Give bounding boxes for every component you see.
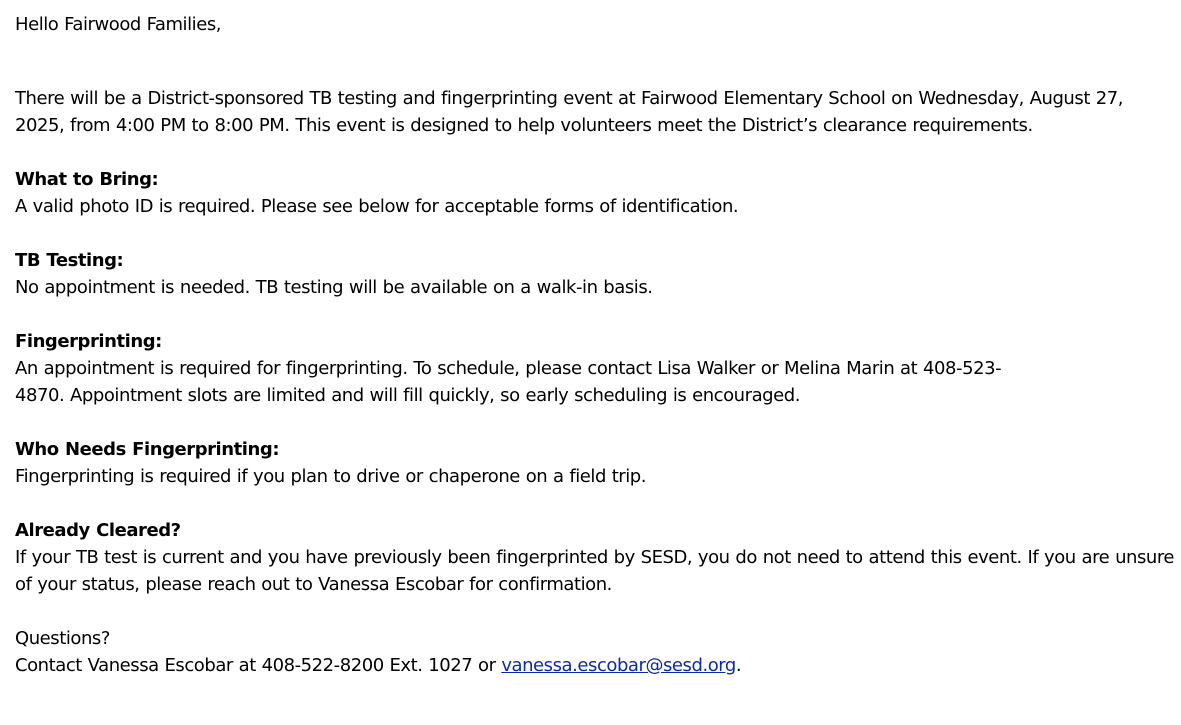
section-text: No appointment is needed. TB testing will be available on a walk-in basis. bbox=[15, 277, 653, 298]
intro-paragraph: There will be a District-sponsored TB testing and fingerprinting event at Fairwood Elementary School on Wednesday, August 27, 2025, from 4:00 PM to 8:00 PM. This event is designed to help volunteers meet the District’s clearance requirements. bbox=[15, 88, 1123, 136]
section-heading: Fingerprinting: bbox=[15, 331, 162, 352]
section-text: Fingerprinting is required if you plan to drive or chaperone on a field trip. bbox=[15, 466, 647, 487]
section-what-to-bring bbox=[15, 166, 1175, 220]
section-who-needs-fingerprinting bbox=[15, 436, 1175, 490]
email-body bbox=[15, 11, 1175, 679]
contact-suffix: . bbox=[735, 655, 742, 676]
section-text: A valid photo ID is required. Please see below for acceptable forms of identification. bbox=[15, 196, 739, 217]
questions-section bbox=[15, 625, 1175, 679]
contact-line bbox=[15, 652, 1175, 679]
section-heading: What to Bring: bbox=[15, 169, 159, 190]
section-fingerprinting bbox=[15, 328, 1175, 409]
section-already-cleared bbox=[15, 517, 1175, 598]
section-text-line-1: An appointment is required for fingerprinting. To schedule, please contact Lisa Walker or Melina Marin at 408-523- bbox=[15, 358, 1002, 379]
greeting: Hello Fairwood Families, bbox=[15, 14, 222, 35]
email-link[interactable]: vanessa.escobar@sesd.org bbox=[501, 655, 736, 676]
section-heading: TB Testing: bbox=[15, 250, 124, 271]
section-heading: Who Needs Fingerprinting: bbox=[15, 439, 280, 460]
section-text: If your TB test is current and you have previously been fingerprinted by SESD, you do not need to attend this event. If you are unsure of your status, please reach out to Vanessa Escobar for confirmation. bbox=[15, 547, 1175, 595]
section-tb-testing bbox=[15, 247, 1175, 301]
section-heading: Already Cleared? bbox=[15, 520, 181, 541]
section-text-line-2: 4870. Appointment slots are limited and will fill quickly, so early scheduling is encouraged. bbox=[15, 385, 801, 406]
contact-prefix: Contact Vanessa Escobar at 408-522-8200 Ext. 1027 or bbox=[15, 655, 502, 676]
questions-label: Questions? bbox=[15, 628, 110, 649]
